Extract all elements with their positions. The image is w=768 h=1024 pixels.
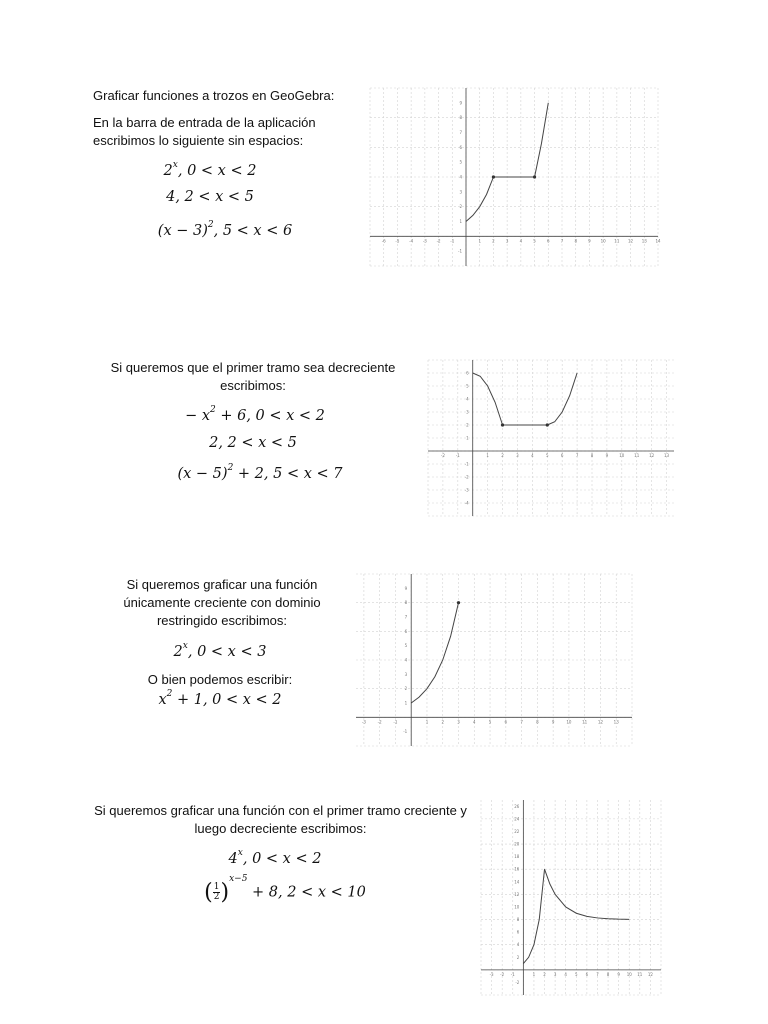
y-tick-label: 22 [514,828,520,834]
series-line [535,103,549,177]
y-tick-label: 3 [459,189,462,195]
y-tick-label: 16 [514,866,520,872]
x-tick-label: 8 [606,971,610,977]
data-point [457,601,460,604]
section4-formula-2: ( $\frac{1}{2}$ )$^{x-5}$ + 8, 2 < x < 10 [204,873,366,905]
x-tick-label: 10 [626,971,632,977]
x-tick-label: 6 [547,238,550,244]
data-point [546,423,549,426]
x-tick-label: 6 [504,719,508,725]
x-tick-label: 9 [588,238,591,244]
y-tick-label: 4 [404,657,408,663]
x-tick-label: 2 [441,719,445,725]
y-tick-label: 14 [514,879,520,885]
x-tick-label: 11 [634,453,640,458]
x-tick-label: 13 [663,453,670,458]
x-tick-label: -2 [436,238,441,244]
y-tick-label: 3 [466,409,469,415]
x-tick-label: -5 [395,238,400,244]
y-tick-label: 1 [466,435,469,441]
x-tick-label: 13 [613,719,619,725]
section2-formula-3: $(x - 5)^2 + 2$, 5 < x < 7 [177,463,343,482]
y-tick-label: -1 [458,248,462,254]
section4-intro: Si queremos graficar una función con el primer tramo creciente y luego decreciente escribimos: [94,803,467,836]
y-tick-label: 6 [459,144,462,150]
y-tick-label: -1 [403,729,408,735]
x-tick-label: 1 [425,719,429,725]
section1-formula-2: 4, 2 < x < 5 [166,189,254,205]
y-tick-label: -2 [464,474,469,480]
x-tick-label: 2 [543,971,546,977]
y-tick-label: 6 [466,370,469,376]
y-tick-label: -4 [464,500,469,506]
x-tick-label: -3 [422,238,427,244]
section3-intro: Si queremos graficar una función únicamente creciente con dominio restringido escribimos: [123,577,321,628]
x-tick-label: 8 [536,719,539,725]
x-tick-label: -1 [450,238,455,244]
graph-1 [370,88,661,266]
x-tick-label: 7 [596,971,599,977]
y-tick-label: 4 [459,174,462,180]
y-tick-label: 7 [404,614,408,620]
x-tick-label: 4 [519,238,523,244]
x-tick-label: 5 [488,719,492,725]
y-tick-label: 26 [514,803,520,809]
x-tick-label: 11 [582,719,588,725]
y-tick-label: 20 [514,841,520,847]
x-tick-label: 2 [492,238,495,244]
y-tick-label: 9 [404,585,408,591]
x-tick-label: 7 [520,719,523,725]
data-point [492,175,495,178]
x-tick-label: -3 [361,719,366,725]
y-tick-label: 5 [459,159,462,165]
x-tick-label: 4 [564,971,567,977]
y-tick-label: 2 [459,204,462,210]
x-tick-label: 5 [545,453,549,458]
x-tick-label: 12 [628,238,634,244]
y-tick-label: 3 [404,671,408,677]
x-tick-label: -2 [440,453,445,458]
x-tick-label: 10 [600,238,606,244]
x-tick-label: -6 [381,238,386,244]
y-tick-label: -3 [464,487,469,493]
x-tick-label: 11 [637,971,643,977]
x-tick-label: 8 [574,238,577,244]
x-tick-label: 10 [619,453,625,458]
section2-formula-1: − $x^2 + 6$, 0 < x < 2 [185,405,325,424]
y-tick-label: 10 [514,904,520,910]
section2-intro: Si queremos que el primer tramo sea decreciente escribimos: [110,360,396,393]
section3-alt-formula: $x^2 + 1$, 0 < x < 2 [158,689,282,708]
section4-formula-1: 4$^x$, 0 < x < 2 [228,848,322,867]
x-tick-label: 1 [486,453,489,458]
y-tick-label: 6 [516,929,520,935]
y-tick-label: 12 [514,891,520,897]
y-tick-label: 8 [459,115,462,121]
y-tick-label: -1 [464,461,469,467]
x-tick-label: 3 [505,238,509,244]
x-tick-label: 3 [553,971,557,977]
x-tick-label: 9 [551,719,555,725]
series-line [466,177,493,222]
x-tick-label: -1 [510,971,515,977]
graph-4 [481,800,661,995]
x-tick-label: 7 [560,238,564,244]
x-tick-label: -3 [489,971,494,977]
y-tick-label: 5 [466,383,469,389]
graph-3 [356,574,632,746]
data-point [533,175,536,178]
y-tick-label: 4 [466,396,469,402]
y-tick-label: 7 [459,130,462,135]
y-tick-label: -2 [515,979,520,985]
graph-2 [428,360,674,516]
y-tick-label: 9 [459,100,462,106]
x-tick-label: -1 [455,453,460,458]
y-tick-label: 2 [516,954,520,960]
x-tick-label: 12 [597,719,604,725]
x-tick-label: 8 [590,453,594,458]
x-tick-label: 11 [614,238,620,244]
x-tick-label: 5 [533,238,536,244]
y-tick-label: 24 [514,816,520,822]
x-tick-label: 4 [531,453,534,458]
y-tick-label: 2 [404,686,408,692]
x-tick-label: 1 [478,238,481,244]
x-tick-label: 12 [647,971,653,977]
x-tick-label: 13 [641,238,647,244]
section1-formula-3: $(x - 3)^2$, 5 < x < 6 [157,220,293,239]
x-tick-label: 3 [516,453,519,458]
x-tick-label: 9 [605,453,609,458]
y-tick-label: 2 [466,422,469,428]
x-tick-label: 9 [617,971,620,977]
y-tick-label: 6 [404,628,408,634]
x-tick-label: 1 [532,971,536,977]
x-tick-label: -2 [377,719,382,725]
y-tick-label: 8 [404,600,408,606]
x-tick-label: 6 [585,971,589,977]
data-point [501,423,504,426]
x-tick-label: 7 [575,453,579,458]
section1-formula-1: 2$^x$, 0 < x < 2 [163,160,257,179]
x-tick-label: -4 [409,238,414,244]
y-tick-label: 5 [404,643,408,649]
x-tick-label: 10 [566,719,572,725]
x-tick-label: 2 [501,453,504,458]
y-tick-label: 1 [459,219,462,224]
x-tick-label: 14 [655,238,661,244]
y-tick-label: 1 [404,700,408,706]
x-tick-label: -2 [500,971,505,977]
x-tick-label: 5 [575,971,578,977]
section3-alt-label: O bien podemos escribir: [147,672,293,687]
x-tick-label: -1 [393,719,398,725]
x-tick-label: 3 [457,719,460,725]
page-title: Graficar funciones a trozos en GeoGebra: [93,88,335,103]
y-tick-label: 18 [514,854,520,860]
y-tick-label: 4 [516,942,520,948]
section1-intro: En la barra de entrada de la aplicación escribimos lo siguiente sin espacios: [93,115,316,148]
x-tick-label: 4 [473,719,476,725]
series-line [411,603,458,703]
x-tick-label: 12 [649,453,655,458]
y-tick-label: 8 [516,917,520,923]
x-tick-label: 6 [560,453,564,458]
section3-formula-1: 2$^x$, 0 < x < 3 [173,641,267,660]
section2-formula-2: 2, 2 < x < 5 [209,435,297,451]
